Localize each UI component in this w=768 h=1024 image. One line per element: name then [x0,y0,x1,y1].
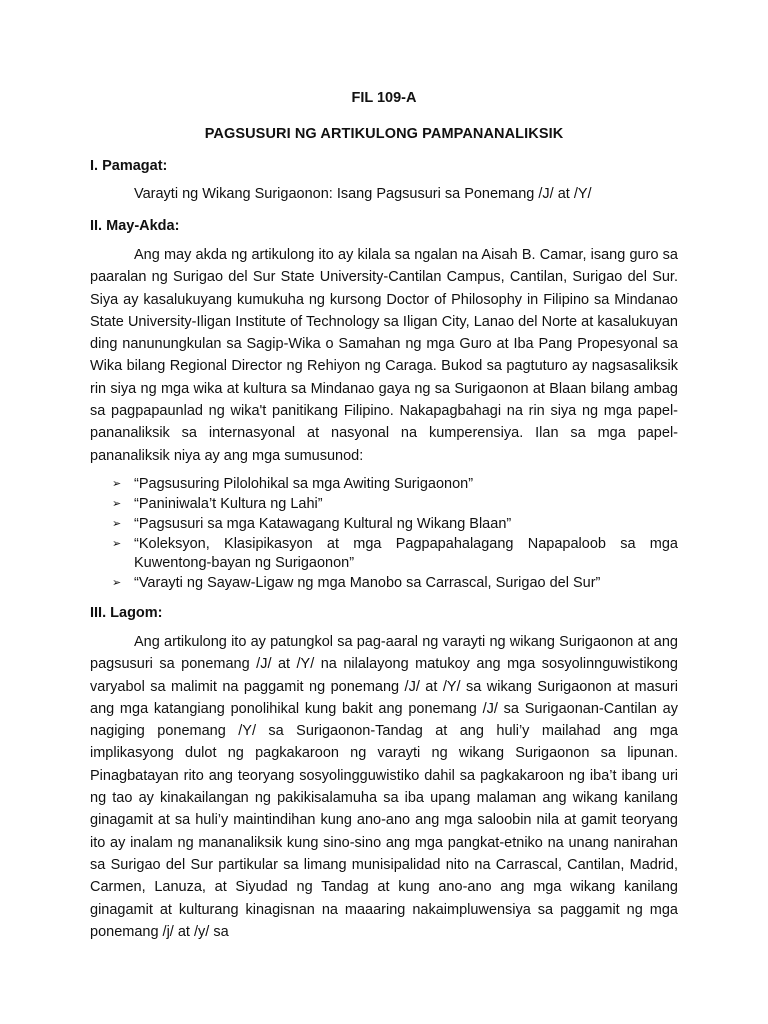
arrow-bullet-icon: ➢ [112,517,122,530]
arrow-bullet-icon: ➢ [112,576,122,589]
author-paragraph: Ang may akda ng artikulong ito ay kilala sa ngalan na Aisah B. Camar, isang guro sa paaralan ng Surigao del Sur State University-Cantilan Campus, Cantilan, Surigao del Sur. Siya ay kasalukuyang kumukuha ng kursong Doctor of Philosophy in Filipino sa Mindanao State University-Iligan Institute of Technology sa Iligan City, Lanao del Norte at kasalukuyan ding nanunungkulan sa Sagip-Wika o Samahan ng mga Guro at Iba Pang Propesyonal sa Wika bilang Regional Director ng Rehiyon ng Caraga. Bukod sa pagtuturo ay nagsasaliksik rin siya ng mga wika at kultura sa Mindanao gaya ng sa Surigaonon at Blaan bilang ambag sa pagpapaunlad ng wika't panitikang Filipino. Nakapagbahagi na rin siya ng mga papel-pananaliksik sa internasyonal at nasyonal na kumperensiya. Ilan sa mga papel-pananaliksik niya ay ang mga sumusunod: [90,247,678,464]
list-item [90,574,678,593]
publication-title: “Paniniwala’t Kultura ng Lahi” [134,495,323,512]
section-may-akda [90,216,678,593]
article-title: Varayti ng Wikang Surigaonon: Isang Pagsusuri sa Ponemang /J/ at /Y/ [134,186,592,202]
publication-title: “Pagsusuring Pilolohikal sa mga Awiting Surigaonon” [134,475,474,492]
section-pamagat [90,156,678,204]
arrow-bullet-icon: ➢ [112,477,122,490]
list-item [90,495,678,514]
course-code: FIL 109-A [351,90,417,106]
publication-list [90,475,678,593]
section-heading-pamagat: I. Pamagat: [90,158,168,174]
arrow-bullet-icon: ➢ [112,497,122,510]
section-lagom [90,603,678,943]
document-title: PAGSUSURI NG ARTIKULONG PAMPANANALIKSIK [204,126,564,142]
list-item [90,535,678,573]
list-item [90,515,678,534]
section-heading-may-akda: II. May-Akda: [90,218,180,234]
section-heading-lagom: III. Lagom: [90,604,163,621]
publication-title: “Varayti ng Sayaw-Ligaw ng mga Manobo sa Carrascal, Surigao del Sur” [134,574,601,591]
publication-title: “Koleksyon, Klasipikasyon at mga Pagpapahalagang Napapaloob sa mga Kuwentong-bayan ng Surigaonon” [134,535,678,571]
list-item [90,475,678,494]
arrow-bullet-icon: ➢ [112,537,122,550]
publication-title: “Pagsusuri sa mga Katawagang Kultural ng Wikang Blaan” [134,515,512,532]
document-body [90,88,678,951]
summary-paragraph: Ang artikulong ito ay patungkol sa pag-aaral ng varayti ng wikang Surigaonon at ang pagsusuri sa ponemang /J/ at /Y/ na nilalayong matukoy ang mga sosyolinnguwistikong varyabol sa malimit na paggamit ng ponemang /J/ at /Y/ sa wikang Surigaonon at masuri ang mga katangiang ponolihikal kung bakit ang ponemang /J/ sa Surigaonan-Cantilan ay nagiging ponemang /Y/ sa Surigaonon-Tandag at ang huli’y mailahad ang mga implikasyong dulot ng pagkakaroon ng varayti ng wikang Surigaonon sa lipunan. Pinagbatayan rito ang teoryang sosyolingguwistiko dahil sa pagkakaroon ng iba’t ibang uri ng tao ay kinakailangan ng pakikisalamuha sa iba upang malaman ang wikang kanilang ginagamit at sa huli’y maintindihan kung ano-ano ang mga saloobin nila at gamit teoryang ito ay inalam ng mananaliksik kung sino-sino ang mga pangkat-etniko na unang nanirahan sa Surigao del Sur partikular sa limang munisipalidad nito na Carrascal, Cantilan, Madrid, Carmen, Lanuza, at Siyudad ng Tandag at kung ano-ano ang mga wikang kanilang ginagamit at kulturang kinagisnan na maaaring nakaimpluwensiya sa paggamit ng mga ponemang /j/ at /y/ sa [90,633,678,940]
